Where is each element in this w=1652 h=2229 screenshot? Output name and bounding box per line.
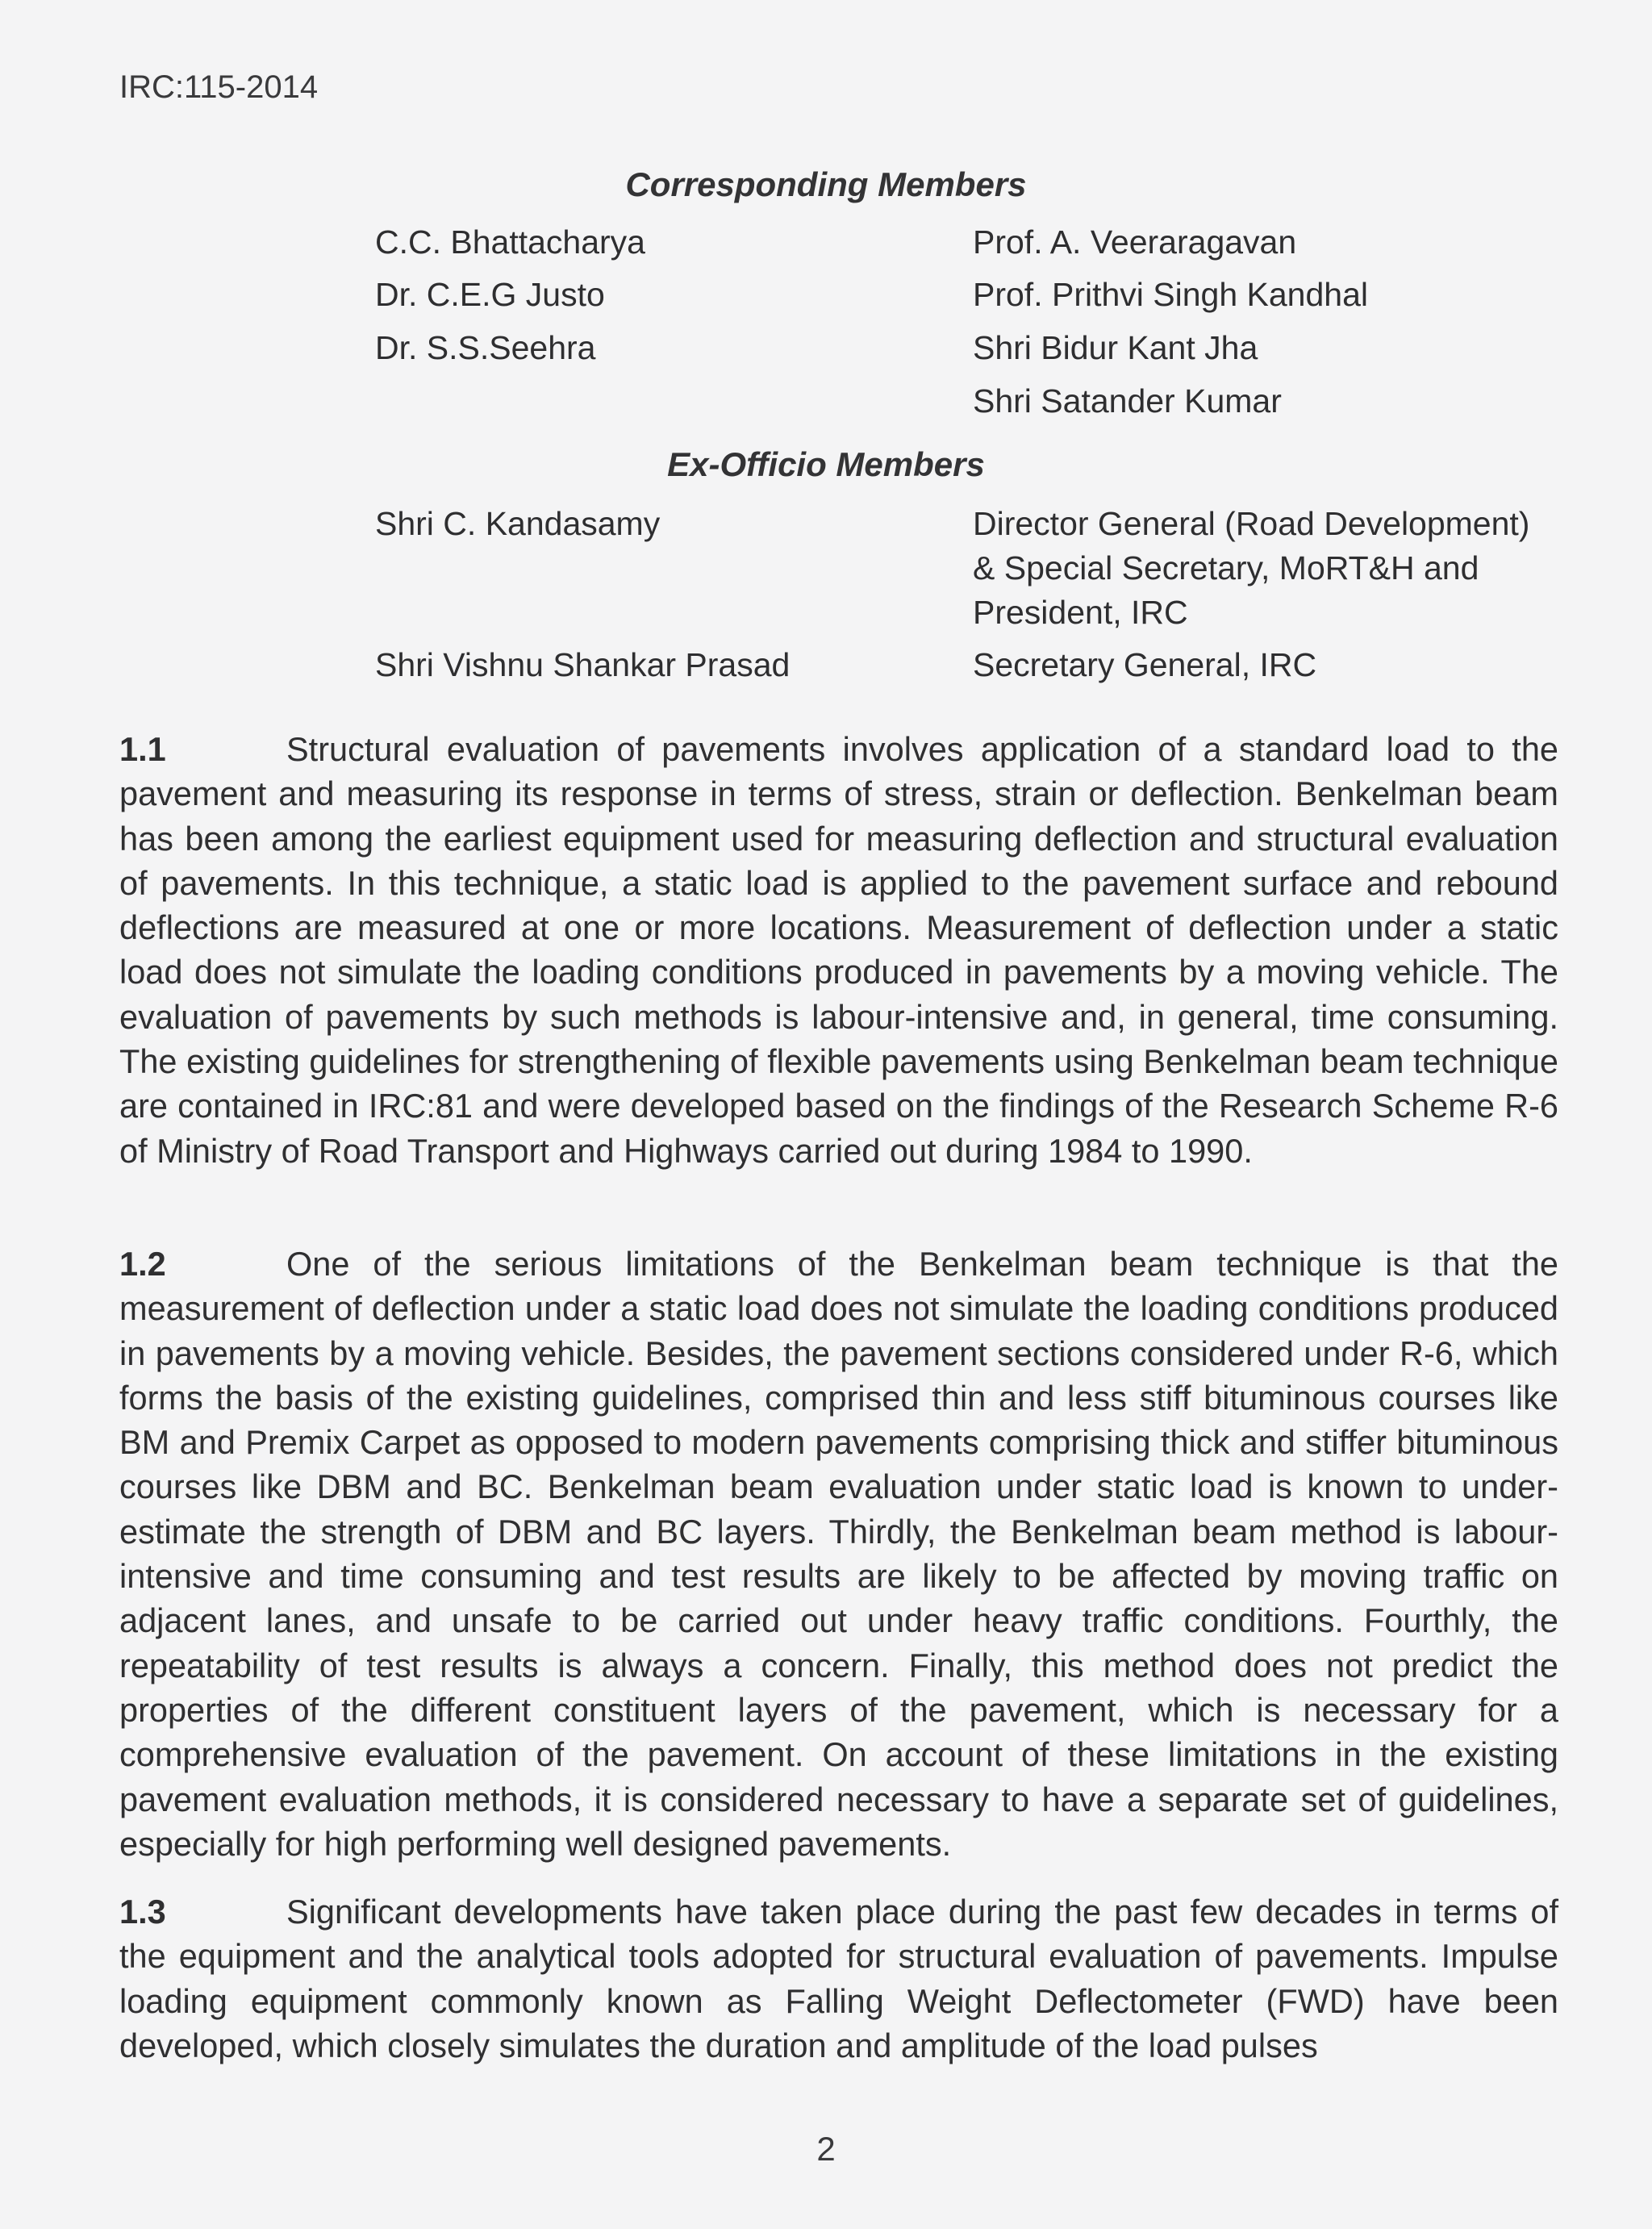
member-name: Prof. Prithvi Singh Kandhal [973,276,1368,313]
member-name: Shri Bidur Kant Jha [973,329,1258,366]
member-name: Prof. A. Veeraragavan [973,223,1297,261]
member-name: Dr. S.S.Seehra [375,329,596,366]
member-name: Shri C. Kandasamy [375,505,661,542]
paragraph-number: 1.2 [119,1245,166,1283]
member-name: Shri Vishnu Shankar Prasad [375,646,791,683]
member-row [0,643,1652,691]
member-designation: & Special Secretary, MoRT&H and [973,549,1479,586]
member-row [0,326,1652,374]
member-designation: Secretary General, IRC [973,646,1317,683]
member-row [0,546,1652,595]
paragraph-text: One of the serious limitations of the Benkelman beam technique is that the measurement of deflection under a static load does not simulate the loading conditions produced in pavements by a moving vehicle. Besides, the pavement sections considered under R-6, which forms the basis of the existing guidelines, comprised thin and less stiff bituminous courses like BM and Premix Carpet as opposed to modern pavements comprising thick and stiffer bituminous courses like DBM and BC. Benkelman beam evaluation under static load is known to under-estimate the strength of DBM and BC layers. Thirdly, the Benkelman beam method is labour-intensive and time consuming and test results are likely to be affected by moving traffic on adjacent lanes, and unsafe to be carried out under heavy traffic conditions. Fourthly, the repeatability of test results is always a concern. Finally, this method does not predict the properties of the different constituent layers of the pavement, which is necessary for a comprehensive evaluation of the pavement. On account of these limitations in the existing pavement evaluation methods, it is considered necessary to have a separate set of guidelines, especially for high performing well designed pavements. [119,1245,1558,1863]
document-id: IRC:115-2014 [119,69,319,105]
corresponding-members-heading: Corresponding Members [625,165,1027,203]
member-designation: Director General (Road Development) [973,505,1530,542]
member-row [0,220,1652,269]
member-row [0,591,1652,639]
member-name: Dr. C.E.G Justo [375,276,605,313]
member-designation: President, IRC [973,594,1188,631]
paragraph-1-2 [119,1242,1558,1866]
paragraph-1-3 [119,1889,1558,2068]
paragraph-number: 1.3 [119,1893,166,1931]
paragraph-number: 1.1 [119,730,166,768]
member-row [0,502,1652,550]
ex-officio-members-heading: Ex-Officio Members [667,445,985,483]
member-row [0,273,1652,321]
member-name: C.C. Bhattacharya [375,223,645,261]
paragraph-1-1 [119,727,1558,1173]
member-row [0,379,1652,428]
paragraph-text: Significant developments have taken place during the past few decades in terms of the equipment and the analytical tools adopted for structural evaluation of pavements. Impulse loading equipment commonly known as Falling Weight Deflectometer (FWD) have been developed, which closely simulates the duration and amplitude of the load pulses [119,1893,1558,2064]
page-number: 2 [816,2130,836,2168]
paragraph-text: Structural evaluation of pavements involves application of a standard load to the pavement and measuring its response in terms of stress, strain or deflection. Benkelman beam has been among the earliest equipment used for measuring deflection and structural evaluation of pavements. In this technique, a static load is applied to the pavement surface and rebound deflections are measured at one or more locations. Measurement of deflection under a static load does not simulate the loading conditions produced in pavements by a moving vehicle. The evaluation of pavements by such methods is labour-intensive and, in general, time consuming. The existing guidelines for strengthening of flexible pavements using Benkelman beam technique are contained in IRC:81 and were developed based on the findings of the Research Scheme R-6 of Ministry of Road Transport and Highways carried out during 1984 to 1990. [119,730,1558,1170]
member-name: Shri Satander Kumar [973,382,1282,420]
